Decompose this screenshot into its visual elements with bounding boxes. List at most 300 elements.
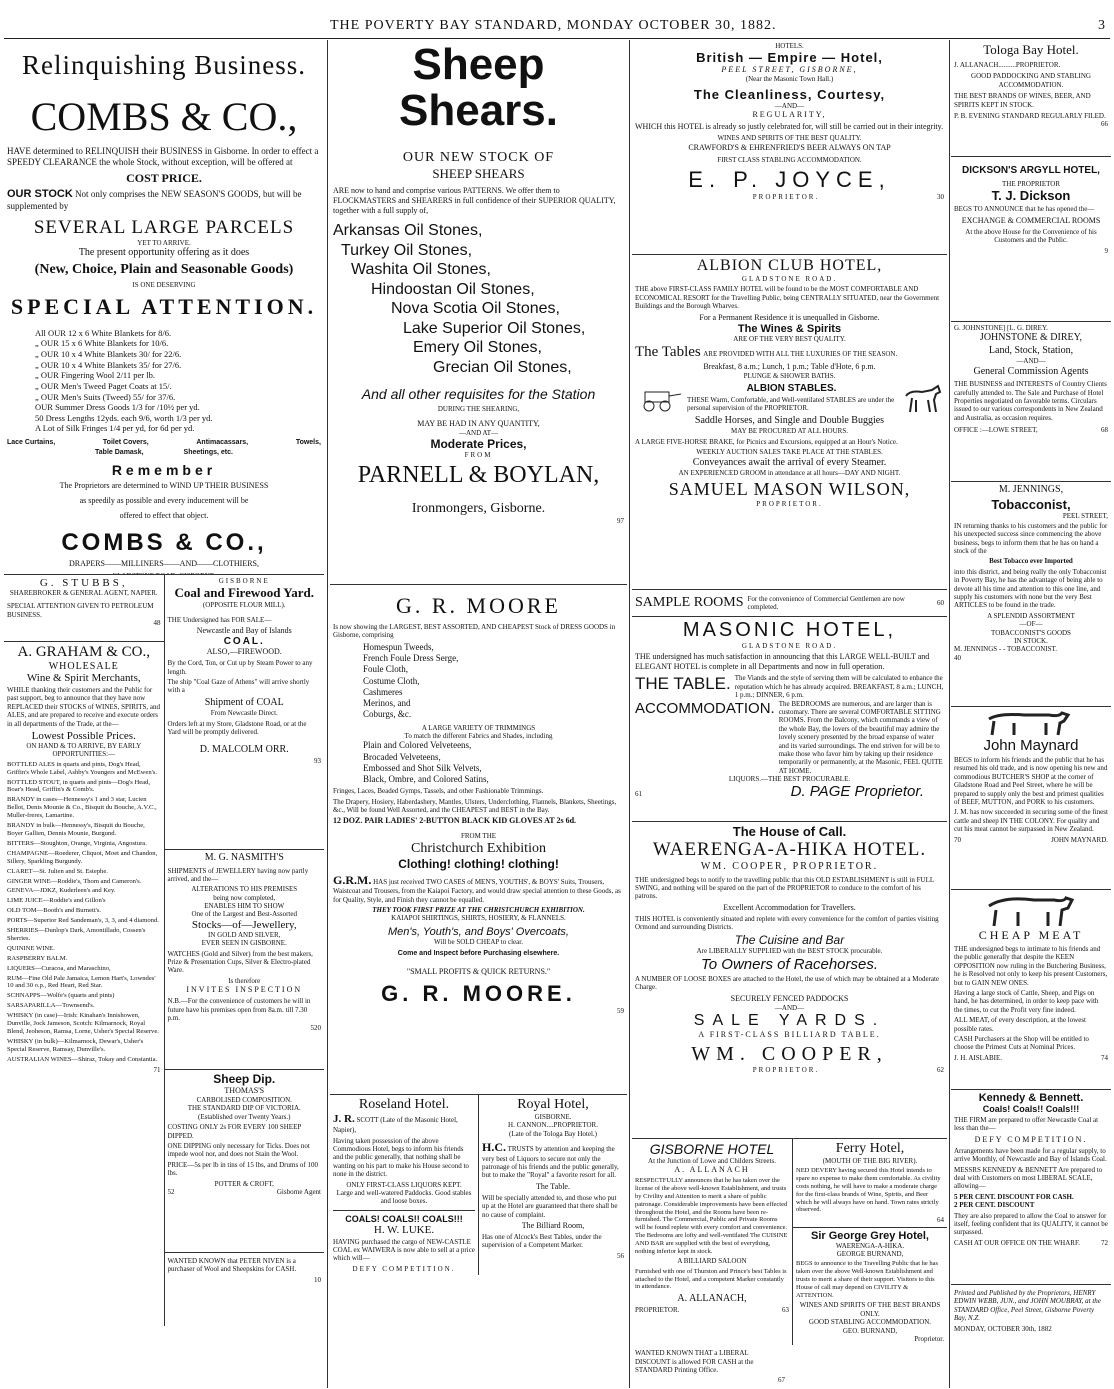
moore-advert bbox=[330, 585, 627, 1095]
johnstone-office: OFFICE :—LOWE STREET, bbox=[954, 426, 1038, 435]
albion-saddle-2: MAY BE PROCURED AT ALL HOURS. bbox=[731, 427, 848, 436]
coal-sub: (OPPOSITE FLOUR MILL). bbox=[202, 601, 286, 610]
graham-hand: ON HAND & TO ARRIVE, BY EARLY OPPORTUNITIES:— bbox=[26, 741, 142, 759]
coal-ship: Shipment of COAL bbox=[204, 696, 284, 708]
masonic-liquors: LIQUORS.—THE BEST PROCURABLE. bbox=[728, 775, 851, 784]
british-name: British — Empire — Hotel, bbox=[696, 50, 883, 66]
dip-firm: POTTER & CROFT, bbox=[214, 1179, 274, 1188]
moore-name: G. R. MOORE bbox=[395, 593, 561, 618]
advert-number: 67 bbox=[778, 1376, 785, 1385]
lace-item: Antimacassars, bbox=[196, 439, 249, 447]
graham-list-item: RUM—Fine Old Pale Jamaica, Lemon Hart's, Lowndes' 10 and 30 o.p., Red Heart, Red Star. bbox=[7, 974, 156, 990]
advert-number: 40 bbox=[954, 653, 961, 662]
wanted-discount-advert bbox=[632, 1345, 788, 1387]
johnstone-firm: JOHNSTONE & DIREY, bbox=[979, 332, 1083, 344]
tologa-owner: J. ALLANACH..........PROPRIETOR. bbox=[954, 61, 1061, 69]
maynard-text-2: J. M. has now succeeded in securing some of the finest cattle and sheep IN THE COLONY. For quality and cut his meat cannot be surpassed in New Zealand. bbox=[954, 808, 1108, 834]
british-wines: WINES AND SPIRITS OF THE BEST QUALITY. bbox=[717, 134, 862, 143]
jennings-street: PEEL STREET, bbox=[1062, 511, 1108, 520]
moore-match: To match the different Fabrics and Shades, including bbox=[404, 731, 553, 740]
nasmith-enables: ENABLES HIM TO SHOW bbox=[204, 902, 285, 911]
advert-number: 72 bbox=[1101, 1238, 1108, 1247]
advert-number: 71 bbox=[153, 1065, 161, 1074]
nasmith-ever: EVER SEEN IN GISBORNE. bbox=[201, 939, 287, 948]
waerenga-yards: SALE YARDS. bbox=[693, 1012, 886, 1030]
jennings-text-2: into this district, and being really the only Tobacconist in Poverty Bay, he has the advantage of being able to devote all his time and attention to this one line, and supply his customers with none but the very Best ARTICLES to be found in the trade. bbox=[954, 567, 1107, 610]
column-3 bbox=[632, 40, 947, 1388]
moore-grm: G.R.M. bbox=[333, 872, 372, 887]
graham-wholesale: WHOLESALE bbox=[48, 661, 119, 672]
royal-cannon: H. CANNON....PROPRIETOR. bbox=[508, 1121, 598, 1130]
waerenga-owner-2: WM. COOPER, bbox=[691, 1043, 888, 1066]
shears-stock: SHEEP SHEARS bbox=[432, 166, 525, 182]
advert-number: 63 bbox=[782, 1305, 789, 1314]
albion-wines: The Wines & Spirits bbox=[737, 322, 842, 335]
advert-number: 61 bbox=[635, 790, 642, 799]
kennedy-text-4: They are also prepared to allow the Coal to answer for itself, feeling confident that its QUALITY, it cannot be surpassed. bbox=[954, 1211, 1108, 1237]
dickson-the: THE PROPRIETOR bbox=[1001, 180, 1061, 188]
masonic-text: THE undersigned has much satisfaction in announcing that this LARGE WELL-BUILT and ELEGANT HOTEL is complete in all Departments and now in full operation. bbox=[635, 652, 930, 672]
moore-name-2: G. R. MOORE. bbox=[381, 980, 576, 1006]
velvet-item: Brocaded Velveteens, bbox=[363, 751, 441, 762]
jennings-sign: M. JENNINGS - - TOBACCONIST. bbox=[954, 645, 1058, 654]
advert-number: 52 bbox=[167, 1187, 175, 1196]
albion-wines-sub: ARE OF THE VERY BEST QUALITY. bbox=[733, 334, 846, 343]
british-prop: PROPRIETOR. bbox=[752, 192, 820, 201]
graham-list-item: SHERRIES—Dunlop's Dark, Amontillado, Cossen's Sherries. bbox=[7, 927, 146, 942]
royal-table: The Table. bbox=[536, 1181, 570, 1191]
maynard-name: John Maynard bbox=[983, 737, 1079, 754]
masonic-table: THE TABLE. bbox=[635, 674, 731, 694]
ferry-text: NED DEVERY having secured this Hotel intends to spare no expense to make them comfortable. As civility costs nothing, he will have to make a moderate charge for the first-class brands of Wine, Spirits, and Beer which he will always have on hand. Town rates strictly observed. bbox=[796, 1167, 941, 1214]
graham-list-item: BRANDY in cases—Hennessy's 1 and 3 star, Lucien Bellot, Denis Mounie & Co., Bisquit du Bouche, A.V.C., Muller-freres, Lamartine. bbox=[7, 796, 157, 820]
british-stable: FIRST CLASS STABLING ACCOMMODATION. bbox=[717, 155, 862, 164]
column-1a bbox=[4, 575, 164, 1326]
shears-req: And all other requisites for the Station bbox=[361, 385, 596, 402]
waerenga-billiard: A FIRST-CLASS BILLIARD TABLE. bbox=[698, 1030, 881, 1040]
coal-coal: COAL. bbox=[223, 636, 265, 648]
nasmith-name: M. G. NASMITH'S bbox=[204, 852, 284, 863]
tologa-p2: THE BEST BRANDS OF WINES, BEER, AND SPIRITS KEPT IN STOCK. bbox=[954, 92, 1091, 109]
column-1b bbox=[164, 575, 325, 1326]
moore-gloves: 12 DOZ. PAIR LADIES' 2-BUTTON BLACK KID GLOVES AT 2s 6d. bbox=[333, 816, 577, 826]
goods-item: Cashmeres bbox=[363, 686, 403, 697]
dip-cost: COSTING ONLY 2s FOR EVERY 100 SHEEP DIPPED. bbox=[167, 1123, 301, 1140]
waerenga-boxes: A NUMBER OF LOOSE BOXES are attached to the Hotel, the use of which may be obtained at a Moderate Charge. bbox=[635, 974, 940, 992]
combs-damask-row bbox=[7, 449, 321, 456]
combs-firm-2: COMBS & CO., bbox=[61, 529, 267, 557]
moore-clothing: Clothing! clothing! clothing! bbox=[398, 856, 559, 871]
tologa-title: Tologa Bay Hotel. bbox=[983, 42, 1079, 57]
albion-perm: For a Permanent Residence it is unequalled in Gisborne. bbox=[699, 312, 880, 322]
combs-advert bbox=[4, 40, 324, 575]
cheap-text-2: Having a large stock of Cattle, Sheep, and Pigs on hand, he has determined, in order to keep pace with the times, to cut the Profit very fine indeed. bbox=[954, 988, 1099, 1014]
dickson-name: T. J. Dickson bbox=[991, 188, 1071, 204]
nasmith-one: One of the Largest and Best-Assorted bbox=[191, 910, 297, 919]
royal-billiard: The Billiard Room, bbox=[521, 1220, 585, 1230]
british-owner: E. P. JOYCE, bbox=[688, 166, 891, 192]
waerenga-advert bbox=[632, 822, 947, 1139]
coal-yard-advert bbox=[165, 575, 325, 850]
graham-list-item: CHAMPAGNE—Roederer, Cliquot, Moet and Chandon, Sillery, Sparkling Burgundy. bbox=[7, 849, 158, 865]
grey-wines: WINES AND SPIRITS OF THE BEST BRANDS ONLY. bbox=[799, 1301, 941, 1318]
grey-owner: GEORGE BURNAND, bbox=[836, 1249, 904, 1258]
waerenga-exc: Excellent Accommodation for Travellers. bbox=[723, 902, 856, 912]
cheap-title: CHEAP MEAT bbox=[978, 928, 1084, 942]
shears-may: MAY BE HAD IN ANY QUANTITY, bbox=[417, 418, 540, 428]
dip-thomas: THOMAS'S bbox=[224, 1086, 265, 1095]
goods-item: Costume Cloth, bbox=[363, 675, 420, 686]
coal-fire: ALSO,—FIREWOOD. bbox=[206, 647, 282, 657]
moore-goods bbox=[333, 642, 624, 721]
albion-convey: Conveyances await the arrival of every Steamer. bbox=[692, 456, 887, 468]
shears-during: DURING THE SHEARING, bbox=[437, 404, 520, 413]
graham-lowest: Lowest Possible Prices. bbox=[31, 729, 136, 742]
goods-item: Foule Cloth, bbox=[363, 664, 409, 675]
advert-number: 70 bbox=[954, 835, 961, 844]
dip-title: Sheep Dip. bbox=[213, 1072, 276, 1086]
gisborne-hotel-junction: At the Junction of Lowe and Childers Streets. bbox=[648, 1157, 776, 1165]
grey-advert bbox=[793, 1228, 947, 1346]
graham-list-item: GINGER WINE—Roddie's, Thom and Cameron's. bbox=[7, 877, 142, 885]
albion-brake: A LARGE FIVE-HORSE BRAKE, for Picnics and Excursions, equipped at an Hour's Notice. bbox=[635, 437, 898, 446]
jennings-goods: TOBACCONIST'S GOODS bbox=[991, 628, 1071, 637]
kennedy-defy: DEFY COMPETITION. bbox=[974, 1134, 1088, 1144]
coal-p1: THE Undersigned has FOR SALE— bbox=[167, 615, 272, 624]
combs-parcels: SEVERAL LARGE PARCELS bbox=[33, 216, 295, 238]
british-empire-advert bbox=[632, 40, 947, 255]
price-item: „ OUR 10 x 4 White Blankets 35/ for 27/6. bbox=[35, 359, 182, 370]
british-address: PEEL STREET, GISBORNE, bbox=[721, 65, 858, 75]
gisborne-hotel-name: A. ALLANACH bbox=[674, 1165, 750, 1175]
stubbs-name: G. STUBBS, bbox=[39, 577, 128, 589]
graham-list-item: BRANDY in bulk—Hennessy's, Bisquit du Bouche, Boyer Gallien, Dennis Mounie, Burgund. bbox=[7, 822, 145, 837]
page-number: 3 bbox=[1098, 18, 1106, 33]
goods-item: Coburgs, &c. bbox=[363, 709, 412, 720]
column-rule bbox=[629, 40, 630, 1388]
coals-headline: COALS! COALS!! COALS!!! bbox=[333, 1210, 475, 1224]
ox-icon bbox=[954, 892, 1104, 928]
advert-number: 74 bbox=[1101, 1053, 1108, 1062]
nasmith-here: Is therefore bbox=[228, 976, 261, 985]
lace-item: Toilet Covers, bbox=[102, 439, 149, 447]
moore-come: Come and Inspect before Purchasing elsewhere. bbox=[397, 950, 560, 958]
coal-place: GISBORNE bbox=[218, 577, 270, 585]
goods-item: French Foule Dress Serge, bbox=[363, 653, 459, 664]
combs-present: The present opportunity offering as it does bbox=[78, 246, 250, 258]
advert-number: 9 bbox=[1104, 246, 1108, 255]
dip-text: ONE DIPPING only necessary for Ticks. Does not impede wool nor, and does not Stain the Wool. bbox=[167, 1141, 310, 1159]
graham-list-item: OLD TOM—Booth's and Burnett's. bbox=[7, 907, 102, 915]
kennedy-text-3: MESSRS KENNEDY & BENNETT Are prepared to deal with Customers on most LIBERAL SCALE, allowing— bbox=[954, 1165, 1103, 1191]
combs-r2: as speedily as possible and every inducement will be bbox=[79, 496, 249, 506]
roseland-advert bbox=[330, 1095, 478, 1275]
graham-list-item: GENEVA—JDKZ, Kuderleen's and Key. bbox=[7, 887, 116, 895]
moore-from-the: FROM THE bbox=[460, 832, 497, 841]
johnstone-text: THE BUSINESS and INTERESTS of Country Clients carefully attended to. The Sale and Purchase of Hotel Properties negotiated on favorable terms. Circulars issued to our various correspondents in New Zealand and Australia, as occasion requires. bbox=[954, 380, 1107, 422]
graham-list-item: SARSAPARILLA—Townsend's. bbox=[7, 1002, 95, 1010]
masonic-acc: ACCOMMODATION. bbox=[635, 699, 775, 717]
kennedy-text-2: Arrangements have been made for a regular supply, to arrive Monthly, of Newcastle and Bay of Islands Coal. bbox=[954, 1146, 1107, 1164]
advert-number: 93 bbox=[314, 756, 321, 765]
shears-title: Sheep Shears. bbox=[399, 40, 558, 136]
damask-item: Table Damask, bbox=[95, 449, 144, 457]
albion-weekly: WEEKLY AUCTION SALES TAKE PLACE AT THE STABLES. bbox=[696, 448, 883, 457]
royal-title: Royal Hotel, bbox=[517, 1097, 589, 1112]
velvet-item: Black, Ombre, and Colored Satins, bbox=[363, 774, 489, 785]
graham-list-item: PORTS—Superior Red Sandeman's, 3, 3, and 4 diamond. bbox=[7, 917, 159, 925]
price-item: 50 Dress Lengths 12yds. each 9/6, worth 1/3 per yd. bbox=[35, 412, 213, 423]
wanted-text: WANTED KNOWN that PETER NIVEN is a purchaser of Wool and Sheepskins for CASH. bbox=[167, 1257, 297, 1274]
graham-name: A. GRAHAM & CO., bbox=[17, 644, 150, 660]
combs-lace-row bbox=[7, 439, 321, 446]
kennedy-title: Kennedy & Bennett. bbox=[978, 1092, 1084, 1104]
shears-stones bbox=[333, 221, 624, 377]
price-item: „ OUR 10 x 4 White Blankets 30/ for 22/6. bbox=[35, 349, 182, 360]
grey-sign: GEO. BURNAND, bbox=[842, 1326, 898, 1335]
stone-item: Arkansas Oil Stones, bbox=[333, 222, 483, 240]
roseland-text: Having taken possession of the above Commodious Hotel, begs to inform his friends and the public generally, that nothing shall be wanting on his part to make his House second to none in the district. bbox=[333, 1136, 469, 1179]
combs-headline: Relinquishing Business. bbox=[21, 50, 307, 80]
jennings-text: IN returning thanks to his customers and the public for his unexpected success since commencing the above business, begs to inform them that he has on hand a stock of the bbox=[954, 521, 1108, 556]
maynard-sign: JOHN MAYNARD. bbox=[1051, 835, 1108, 844]
johnstone-land: Land, Stock, Station, bbox=[988, 344, 1074, 356]
royal-table-text: Will be specially attended to, and those who put up at the Hotel are guaranteed that there shall be no cause of complaint. bbox=[482, 1193, 618, 1219]
dip-est: (Established over Twenty Years.) bbox=[197, 1112, 291, 1121]
wanted-known-advert bbox=[165, 1253, 325, 1286]
dip-std: THE STANDARD DIP OF VICTORIA. bbox=[187, 1104, 301, 1113]
roseland-scott: SCOTT (Late of the Masonic Hotel, Napier), bbox=[333, 1116, 458, 1135]
albion-address: GLADSTONE ROAD. bbox=[741, 275, 838, 283]
albion-plunge: PLUNGE & SHOWER BATHS. bbox=[743, 371, 836, 380]
waerenga-cuisine: The Cuisine and Bar bbox=[734, 933, 845, 948]
advert-number: 10 bbox=[314, 1275, 321, 1284]
column-2 bbox=[330, 40, 627, 1388]
price-item: „ OUR Fingering Wool 2/11 per lb. bbox=[35, 370, 155, 381]
moore-sold: Will be SOLD CHEAP to clear. bbox=[434, 937, 523, 946]
kennedy-advert bbox=[951, 1090, 1111, 1285]
grey-good: GOOD STABLING ACCOMMODATION. bbox=[808, 1318, 932, 1327]
jennings-best: Best Tobacco ever Imported bbox=[989, 557, 1073, 566]
moore-fringes: Fringes, Laces, Beaded Gymps, Tassels, and other Fashionable Trimmings. bbox=[333, 787, 544, 796]
dip-carb: CARBOLISED COMPOSITION. bbox=[196, 1096, 292, 1104]
price-item: All OUR 12 x 6 White Blankets for 8/6. bbox=[35, 327, 172, 338]
gisborne-hotel-title: GISBORNE HOTEL bbox=[649, 1141, 775, 1157]
dickson-ex: EXCHANGE & COMMERCIAL ROOMS bbox=[961, 215, 1101, 225]
shears-from: FROM bbox=[464, 451, 493, 460]
johnstone-and: —AND— bbox=[1016, 357, 1046, 366]
combs-yet: YET TO ARRIVE. bbox=[137, 238, 191, 247]
column-2-split bbox=[330, 1095, 627, 1275]
combs-special: SPECIAL ATTENTION. bbox=[10, 293, 318, 319]
tologa-p3: P. B. EVENING STANDARD REGULARLY FILED. bbox=[954, 111, 1106, 120]
royal-place: GISBORNE. bbox=[534, 1113, 572, 1121]
graham-list-item: RASPBERRY BALM. bbox=[7, 954, 68, 962]
coal-p5: Orders left at my Store, Gladstone Road, or at the Yard will be promptly delivered. bbox=[167, 719, 307, 737]
masthead-rule bbox=[4, 38, 1110, 39]
horse-icon bbox=[900, 384, 944, 414]
advert-number: 64 bbox=[937, 1216, 944, 1225]
tologa-p1: GOOD PADDOCKING AND STABLING ACCOMMODATION. bbox=[971, 72, 1091, 89]
stone-item: Nova Scotia Oil Stones, bbox=[391, 300, 560, 318]
luke-text: HAVING purchased the cargo of NEW-CASTLE COAL ex WAIWERA is now able to sell at a price which will— bbox=[333, 1237, 475, 1263]
column-1-split bbox=[4, 575, 324, 1326]
stone-item: Hindoostan Oil Stones, bbox=[371, 280, 535, 298]
sheep-dip-advert bbox=[165, 1070, 325, 1253]
column-rule bbox=[949, 40, 950, 1388]
lace-item: Towels, bbox=[295, 439, 321, 447]
albion-advert bbox=[632, 255, 947, 590]
masonic-name: MASONIC HOTEL, bbox=[682, 619, 897, 641]
combs-price-list bbox=[7, 328, 321, 434]
stubbs-note: SPECIAL ATTENTION GIVEN TO PETROLEUM BUSINESS. bbox=[7, 602, 154, 619]
coal-p2: Newcastle and Bay of Islands bbox=[196, 626, 292, 636]
gisborne-hotel-owner: A. ALLANACH, bbox=[677, 1293, 747, 1305]
shears-iron: Ironmongers, Gisborne. bbox=[411, 500, 546, 516]
masthead bbox=[0, 14, 1114, 38]
luke-name: H. W. LUKE. bbox=[373, 1223, 435, 1236]
dip-price: PRICE—5s per lb in tins of 15 lbs, and Drums of 100 lbs. bbox=[167, 1160, 318, 1178]
imprint-date: MONDAY, OCTOBER 30th, 1882 bbox=[954, 1324, 1052, 1333]
ferry-advert bbox=[793, 1139, 947, 1228]
albion-stables: ALBION STABLES. bbox=[746, 383, 837, 395]
column-3b bbox=[792, 1139, 947, 1345]
imprint bbox=[951, 1285, 1111, 1335]
dickson-title: DICKSON'S ARGYLL HOTEL, bbox=[962, 165, 1100, 176]
waerenga-cuisine-text: Are LIBERALLY SUPPLIED with the BEST STOCK procurable. bbox=[696, 947, 883, 956]
graham-list-item: WHISKY (in case)—Irish: Kinahan's Innishowen, Dunville, Jock Jameson, Scotch: Kilmarnock, Royal Blend, Jeoheson, Ramsa, Lorne, Usher's Special Reserve. bbox=[7, 1012, 159, 1036]
roseland-only: ONLY FIRST-CLASS LIQUORS KEPT. bbox=[346, 1180, 462, 1189]
gisborne-hotel-text: RESPECTFULLY announces that he has taken over the license of the above well-known Establishment, and trusts by Civility and Attention to merit a share of public patronage. Considerable improvements have been effected throughout the Hotel, and the Rooms have been re-furnished. The Commercial, Public and Private Rooms will be found replete with every comfort and convenience. The Bedrooms are lofty and well-ventilated The CUISINE AND BAR are supplied with the best of everything, nothing inferior kept in stock. bbox=[635, 1177, 788, 1255]
nasmith-gold: IN GOLD AND SILVER, bbox=[208, 930, 281, 939]
dickson-advert bbox=[951, 157, 1111, 322]
johnstone-advert bbox=[951, 322, 1111, 482]
jennings-advert bbox=[951, 482, 1111, 707]
albion-tables-text: ARE PROVIDED WITH ALL THE LUXURIES OF THE SEASON. bbox=[703, 349, 898, 358]
column-1 bbox=[4, 40, 324, 1388]
gisborne-hotel-advert bbox=[632, 1139, 792, 1345]
johnstone-gen: General Commission Agents bbox=[973, 365, 1089, 377]
albion-stables-row bbox=[635, 383, 944, 415]
jennings-trade: Tobacconist, bbox=[991, 496, 1071, 512]
combs-new-goods: (New, Choice, Plain and Seasonable Goods) bbox=[34, 262, 294, 278]
advert-number: 59 bbox=[617, 1006, 624, 1015]
waerenga-text-2: THIS HOTEL is conveniently situated and replete with every convenience for the comfort of parties visiting Ormond and surrounding Districts. bbox=[635, 914, 939, 932]
moore-grm-text: HAS just received TWO CASES of MEN'S, YOUTHS', & BOYS' Suits, Trousers, Waistcoat and Trousers, from the Kaiapoi Factory, and would draw special attention to these Goods, as for Quality, Style, and Finish they cannot be equalled. bbox=[333, 877, 621, 904]
advert-number: 60 bbox=[937, 598, 944, 607]
jennings-of: —OF— bbox=[1019, 620, 1043, 629]
jennings-name: M. JENNINGS, bbox=[998, 484, 1064, 495]
nasmith-stocks: Stocks—of—Jewellery, bbox=[191, 918, 297, 931]
cheap-text-4: CASH Purchasers at the Shop will be entitled to choose the Primest Cuts at Nominal Prices. bbox=[954, 1034, 1089, 1052]
british-near: (Near the Masonic Town Hall.) bbox=[745, 75, 834, 84]
ferry-title: Ferry Hotel, bbox=[835, 1141, 905, 1156]
graham-list-item: LIME JUICE—Roddie's and Gillon's bbox=[7, 897, 106, 905]
wanted-2-text: WANTED KNOWN THAT a LIBERAL DISCOUNT is allowed FOR CASH at the STANDARD Printing Office. bbox=[635, 1349, 754, 1375]
cheap-text: THE undersigned begs to intimate to his friends and the public generally that despite the KEEN OPPOSITION now ruling in the Butchering Business, he is Resolved not only to keep his present Customers, but to GAIN NEW ONES. bbox=[954, 945, 1108, 987]
price-item: „ OUR Men's Tweed Paget Coats at 15/. bbox=[35, 380, 172, 391]
nasmith-watches: WATCHES (Gold and Silver) from the best makers, Prize & Presentation Cups, Silver & Electro-plated Ware. bbox=[167, 949, 313, 975]
albion-prop: PROPRIETOR. bbox=[756, 500, 823, 509]
moore-velvets bbox=[333, 740, 624, 785]
british-and: —AND— bbox=[774, 101, 805, 110]
coal-from: From Newcastle Direct. bbox=[210, 709, 278, 718]
nasmith-alt: ALTERATIONS TO HIS PREMISES bbox=[191, 885, 298, 894]
goods-item: Merinos, and bbox=[363, 698, 411, 709]
column-rule bbox=[327, 40, 328, 1388]
graham-list-item: BOTTLED STOUT, in quarts and pints—Dog's Head, Boar's Head, Griffin's & Comb's. bbox=[7, 778, 151, 794]
graham-list-item: QUININE WINE. bbox=[7, 944, 55, 952]
advert-number: 48 bbox=[153, 619, 161, 628]
grey-prop: Proprietor. bbox=[914, 1334, 944, 1343]
combs-firm: COMBS & CO., bbox=[30, 94, 298, 139]
sample-text: For the convenience of Commercial Gentlemen are now completed. bbox=[747, 594, 905, 611]
advert-number: 66 bbox=[1101, 120, 1108, 129]
graham-list-item: SCHNAPPS—Wolfe's (quarts and pints) bbox=[7, 992, 115, 1000]
albion-saddle: Saddle Horses, and Single and Double Buggies bbox=[694, 414, 885, 426]
royal-billiard-text: Has one of Alcock's Best Tables, under the supervision of a Competent Marker. bbox=[482, 1232, 602, 1250]
albion-text: THE above FIRST-CLASS FAMILY HOTEL will be found to be the MOST COMFORTABLE AND ECONOMICAL RESORT for the Travelling Public, being CENTRALLY SITUATED, near the Government Buildings and the Borough Wharves. bbox=[635, 285, 940, 311]
price-item: „ OUR Men's Suits (Tweed) 55/ for 37/6. bbox=[35, 391, 176, 402]
nasmith-nb: N.B.—For the convenience of customers he will in future have his premises open from 8a.m. till 7.30 p.m. bbox=[167, 997, 311, 1022]
roseland-stable: Large and well-watered Paddocks. Good stables and loose boxes. bbox=[336, 1188, 472, 1206]
gisborne-hotel-billiard: A BILLIARD SALOON bbox=[677, 1257, 747, 1266]
stone-item: Washita Oil Stones, bbox=[351, 261, 491, 279]
nasmith-advert bbox=[165, 850, 325, 1070]
luke-defy: DEFY COMPETITION. bbox=[352, 1264, 456, 1273]
shears-and: —AND AT— bbox=[458, 428, 499, 437]
waerenga-name: WAERENGA-A-HIKA HOTEL. bbox=[652, 839, 927, 860]
stubbs-advert bbox=[4, 575, 164, 642]
graham-list bbox=[7, 761, 161, 1064]
graham-list-item: BITTERS—Stoughton, Orange, Virginia, Angostura. bbox=[7, 839, 147, 847]
albion-tables: The Tables bbox=[635, 343, 701, 360]
combs-stock-text: Not only comprises the NEW SEASON'S GOODS, but will be supplemented by bbox=[7, 188, 302, 212]
graham-intro: WHILE thanking their customers and the Public for past support, beg to announce that they have now REPLACED their STOCKS of WINES, SPIRITS, and ALES, and are prepared to receive and execute orders in all departments of the Trade, at the— bbox=[7, 686, 160, 728]
lace-item: Lace Curtains, bbox=[7, 439, 56, 447]
waerenga-call: The House of Call. bbox=[732, 824, 847, 839]
waerenga-text: THE undersigned begs to notify to the travelling public that this OLD ESTABLISHMENT is still in FULL SWING, and nothing will be spared on the part of the PROPRIETOR to conduce to the comfort of his patrons. bbox=[635, 875, 934, 901]
moore-overcoats: Men's, Youth's, and Boys' Overcoats, bbox=[388, 925, 569, 938]
moore-intro: Is now showing the LARGEST, BEST ASSORTED, AND CHEAPEST Stock of DRESS GOODS in Gisborne, comprising bbox=[333, 623, 616, 640]
column-4 bbox=[951, 40, 1111, 1388]
waerenga-owners: To Owners of Racehorses. bbox=[700, 955, 879, 973]
combs-trades: DRAPERS——MILLINERS——AND——CLOTHIERS, bbox=[68, 559, 259, 569]
combs-deserving: IS ONE DESERVING bbox=[132, 281, 196, 290]
moore-variety: A LARGE VARIETY OF TRIMMINGS bbox=[421, 723, 536, 732]
british-text: WHICH this HOTEL is already so justly celebrated for, will still be carried out in their integrity. bbox=[635, 122, 944, 132]
nasmith-being: being now completed, bbox=[213, 893, 276, 902]
graham-advert bbox=[4, 642, 164, 1326]
graham-list-item: BOTTLED ALES in quarts and pints, Dog's Head, Griffin's Whole Label, Ashby's Youngers and McEwen's. bbox=[7, 760, 158, 776]
gisborne-hotel-prop: PROPRIETOR. bbox=[635, 1305, 680, 1314]
johnstone-names: G. JOHNSTONE] [L. G. DIREY. bbox=[954, 324, 1048, 332]
sheep-shears-advert bbox=[330, 40, 627, 585]
nasmith-p1: SHIPMENTS of JEWELLERY having now partly arrived, and the— bbox=[167, 866, 309, 883]
moore-small: "SMALL PROFITS & QUICK RETURNS." bbox=[406, 966, 551, 976]
advert-number: 520 bbox=[310, 1024, 321, 1033]
combs-r1: The Proprietors are determined to WIND UP THEIR BUSINESS bbox=[59, 481, 269, 491]
graham-list-item: CLARET—St. Julien and St. Estephe. bbox=[7, 867, 108, 875]
velvet-item: Embossed and Shot Silk Velvets, bbox=[363, 762, 482, 773]
combs-cost-price: COST PRICE. bbox=[126, 170, 202, 185]
royal-hc: H.C. bbox=[482, 1140, 506, 1155]
masonic-acc-text: The BEDROOMS are numerous, and are larger than is customary. There are several COMFORTABLE SITTING ROOMS. From the Balcony, which commands a view of the whole Bay, the lovers of the beautiful may admire the lovely scenery presented by the broad expanse of water and its varied surroundings. The end striven for will be to make those who favor him by taking up their residence temporarily or permanently, at the Masonic, FEEL QUITE AT HOME. bbox=[778, 699, 943, 775]
combs-intro: HAVE determined to RELINQUISH their BUSINESS in Gisborne. In order to effect a SPEEDY CLEARANCE the whole Stock, without exception, will be offered at bbox=[7, 146, 319, 168]
moore-kaiapoi: KAIAPOI SHIRTINGS, SHIRTS, HOSIERY, & FLANNELS. bbox=[391, 914, 566, 923]
shears-moderate: Moderate Prices, bbox=[430, 437, 527, 452]
waerenga-and: —AND— bbox=[774, 1003, 805, 1012]
